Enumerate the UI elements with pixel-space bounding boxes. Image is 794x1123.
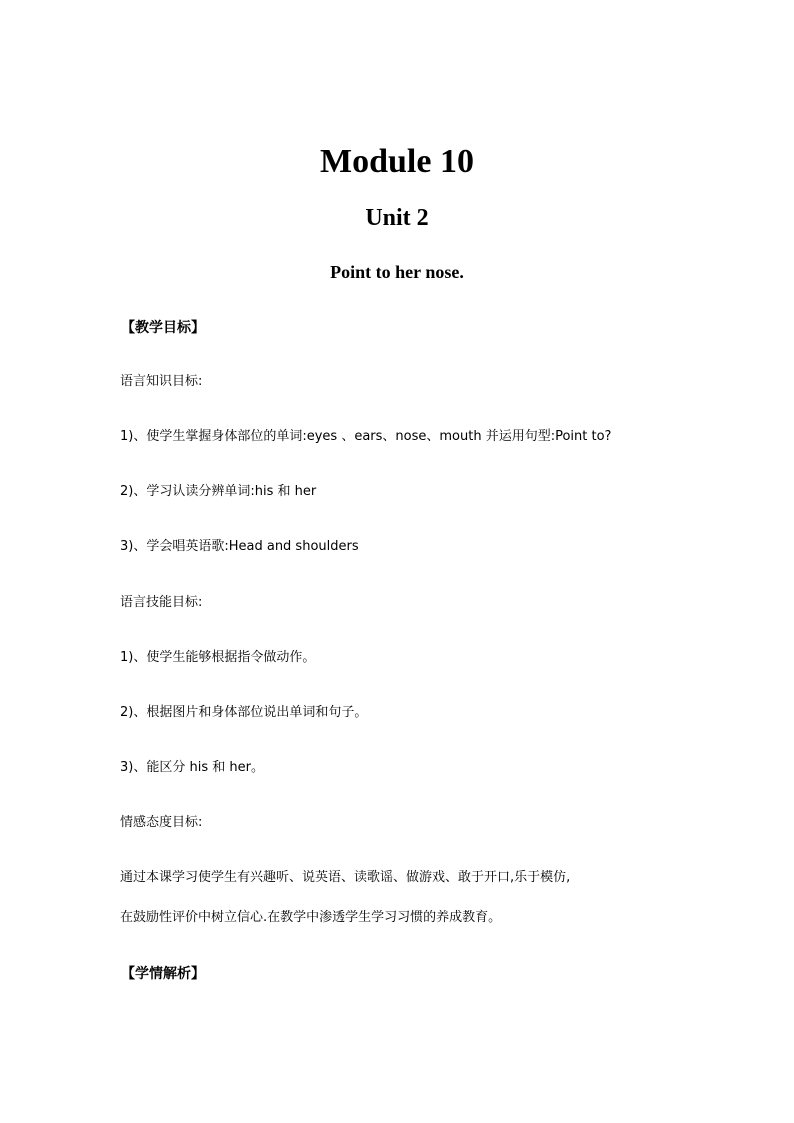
skills-item-2: 2)、根据图片和身体部位说出单词和句子。: [120, 705, 368, 720]
skills-item-3: 3)、能区分 his 和 her。: [120, 760, 264, 775]
attitude-line-1: 通过本课学习使学生有兴趣听、说英语、读歌谣、做游戏、敢于开口,乐于模仿,: [120, 870, 571, 885]
module-title: Module 10: [320, 143, 474, 180]
skills-item-1: 1)、使学生能够根据指令做动作。: [120, 650, 316, 665]
knowledge-heading: 语言知识目标:: [120, 374, 203, 389]
knowledge-item-2: 2)、学习认读分辨单词:his 和 her: [120, 484, 317, 499]
lesson-title: Point to her nose.: [330, 262, 464, 282]
skills-heading: 语言技能目标:: [120, 595, 203, 610]
knowledge-item-1: 1)、使学生掌握身体部位的单词:eyes 、ears、nose、mouth 并运用句型:Point to?: [120, 429, 612, 444]
unit-title: Unit 2: [365, 205, 429, 231]
objectives-heading: 【教学目标】: [121, 320, 205, 336]
knowledge-item-3: 3)、学会唱英语歌:Head and shoulders: [120, 539, 359, 554]
attitude-line-2: 在鼓励性评价中树立信心.在教学中渗透学生学习习惯的养成教育。: [120, 910, 502, 925]
analysis-heading: 【学情解析】: [121, 966, 205, 982]
attitude-heading: 情感态度目标:: [120, 815, 203, 830]
